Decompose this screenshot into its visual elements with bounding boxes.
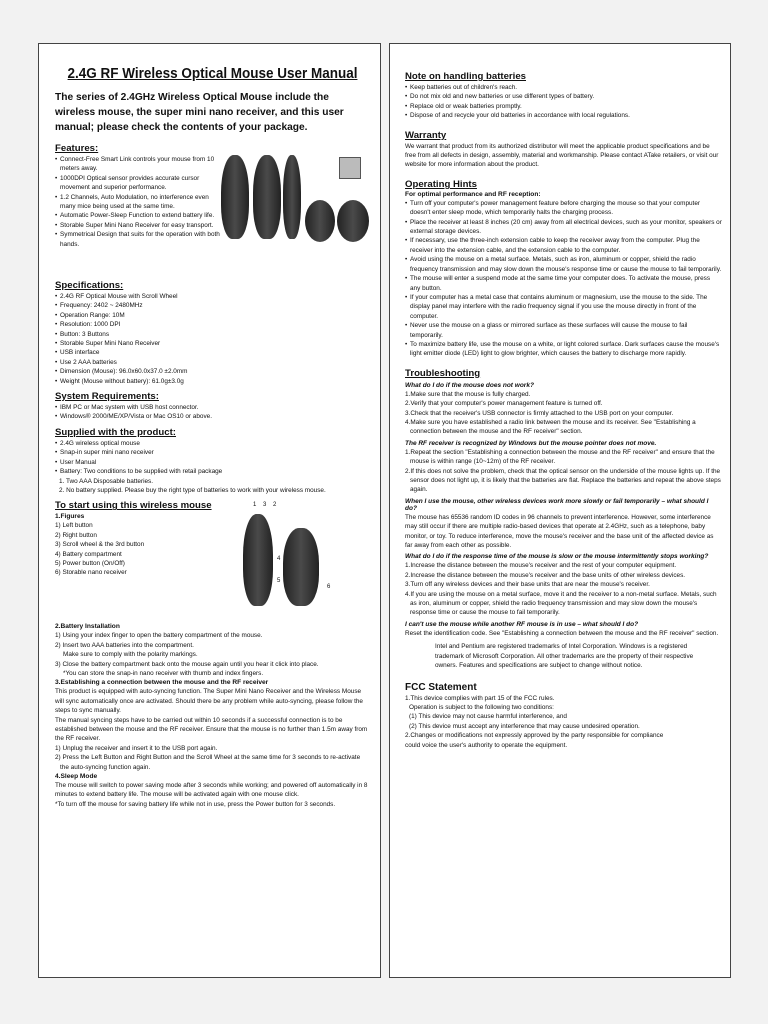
question: What do I do if the mouse does not work? bbox=[405, 381, 534, 389]
list-item: • If your computer has a metal case that contains aluminum or magnesium, use the mouse to the side. The display panel may interfere with the radio frequency signal if you use the mouse directly in front of the computer. bbox=[405, 293, 722, 321]
right-page bbox=[389, 43, 731, 978]
mouse-top-image bbox=[253, 155, 281, 239]
system-heading: System Requirements: bbox=[55, 391, 159, 403]
figure-label: 2 bbox=[273, 502, 277, 509]
hints-subheading: For optimal performance and RF reception: bbox=[405, 190, 541, 198]
mouse-bottom-view bbox=[283, 528, 319, 606]
list-item: • 1000DPI Optical sensor provides accurate cursor movement and superior performance. bbox=[55, 174, 221, 193]
list-item: • Weight (Mouse without battery): 61.0g±3.0g bbox=[55, 377, 370, 386]
left-page bbox=[38, 43, 381, 978]
answer-step: 2.Verify that your computer's power management feature is turned off. bbox=[405, 400, 603, 408]
list-item: • Button: 3 Buttons bbox=[55, 330, 370, 339]
answer-step: 3.Turn off any wireless devices and their base units that are near the mouse's receiver. bbox=[405, 581, 650, 589]
figure-label: 4 bbox=[277, 556, 281, 563]
connection-text: This product is equipped with auto-syncing function. The Super Mini Nano Receiver and the Wireless Mouse will sync automatically once are activated. Should there be any problem while auto-syncing, please follow the steps to sync manually. bbox=[55, 688, 363, 715]
list-item: • Never use the mouse on a glass or mirrored surface as these surfaces will cause the mouse to fail temporarily. bbox=[405, 321, 722, 340]
features-heading: Features: bbox=[55, 143, 99, 154]
fcc-line: Operation is subject to the following two conditions: bbox=[409, 703, 554, 711]
troubleshooting-heading: Troubleshooting bbox=[405, 367, 481, 379]
answer-step: 2.If this does not solve the problem, check that the optical sensor on the underside of the mouse lights up. If the sensor does not light up, it is likely that the batteries are flat. Replace the batteries and repeat the above steps again. bbox=[405, 467, 721, 494]
start-heading: To start using this wireless mouse bbox=[55, 500, 212, 512]
list-item: • Turn off your computer's power management feature before charging the mouse so that your computer doesn't enter sleep mode, which temporarily halts the charging process. bbox=[405, 199, 722, 218]
fcc-line: 2.Changes or modifications not expressly approved by the party responsible for compliance bbox=[405, 732, 664, 740]
battery-step: *You can store the snap-in nano receiver with thumb and index fingers. bbox=[63, 669, 264, 677]
figure-label: 5 bbox=[277, 578, 281, 585]
list-item: • Keep batteries out of children's reach. bbox=[405, 83, 722, 92]
fcc-heading: FCC Statement bbox=[405, 681, 477, 693]
list-item: • USB interface bbox=[55, 348, 370, 357]
answer-step: 4.Make sure you have established a radio link between the mouse and its receiver. See "Establishing a connection between the mouse and the RF receiver" section. bbox=[405, 418, 696, 436]
figure-item: 5) Power button (On/Off) bbox=[55, 559, 125, 567]
connection-text: The manual syncing steps have to be carried out within 10 seconds if a successful connection is to be established between the mouse and the RF receiver. Ensure that the mouse is no further than 1.5m away from the RF receiver. bbox=[55, 716, 368, 743]
list-item: • To maximize battery life, use the mouse on a white, or light colored surface. Dark surfaces cause the mouse's light emitter diode (LED) light to glow brighter, which causes the battery to discharge more rapidly. bbox=[405, 340, 722, 359]
list-item: • User Manual bbox=[55, 458, 370, 467]
figure-item: 2) Right button bbox=[55, 531, 97, 539]
intro-text: The series of 2.4GHz Wireless Optical Mouse include the wireless mouse, the super mini nano receiver, and this user manual; please check the contents of your package. bbox=[55, 92, 344, 133]
mouse-top-view bbox=[243, 514, 273, 606]
warranty-text: We warrant that product from its authorized distributor will meet the applicable product specifications and be free from all defects in design, assembly, material and workmanship. Please contact ATake retailers, or visit our website for more information about the product. bbox=[405, 142, 719, 169]
mouse-diagram bbox=[235, 502, 355, 622]
supplied-list bbox=[55, 439, 370, 477]
sleep-heading: 4.Sleep Mode bbox=[55, 773, 98, 780]
list-item: • Battery: Two conditions to be supplied with retail package bbox=[55, 467, 370, 476]
connection-step: 2) Press the Left Button and Right Button and the Scroll Wheel at the same time for 3 seconds to re-activate the auto-syncing function again. bbox=[55, 754, 361, 771]
list-item: • Avoid using the mouse on a metal surface. Metals, such as iron, aluminum or copper, shield the radio frequency transmission and may slow down the mouse's response time or cause the mouse to fail temporarily. bbox=[405, 255, 722, 274]
list-item: • Dispose of and recycle your old batteries in accordance with local regulations. bbox=[405, 111, 722, 120]
question: I can't use the mouse while another RF mouse is in use – what should I do? bbox=[405, 620, 639, 628]
list-item: • Automatic Power-Sleep Function to extend battery life. bbox=[55, 211, 221, 220]
list-item: • Place the receiver at least 8 inches (20 cm) away from all electrical devices, such as your monitor, speakers or external storage devices. bbox=[405, 218, 722, 237]
mouse-side-image bbox=[221, 155, 249, 239]
connection-step: 1) Unplug the receiver and insert it to the USB port again. bbox=[55, 744, 218, 752]
figures-heading: 1.Figures bbox=[55, 513, 85, 521]
fcc-line: (1) This device may not cause harmful interference, and bbox=[409, 713, 567, 721]
supplied-sub: 2. No battery supplied. Please buy the right type of batteries to work with your wireless mouse. bbox=[59, 486, 326, 494]
specs-heading: Specifications: bbox=[55, 280, 124, 291]
list-item: • If necessary, use the three-inch extension cable to keep the receiver away from the computer. Plug the receiver into the extension cable, and the extension cable to the computer. bbox=[405, 236, 722, 255]
features-list bbox=[55, 155, 221, 275]
list-item: • Storable Super Mini Nano Receiver bbox=[55, 339, 370, 348]
battery-step: 2) Insert two AAA batteries into the compartment. bbox=[55, 641, 194, 649]
answer-step: 1.Repeat the section "Establishing a connection between the mouse and the RF receiver" and ensure that the mouse is within range (10~12m) of the RF receiver. bbox=[405, 448, 715, 466]
answer-step: 1.Make sure that the mouse is fully charged. bbox=[405, 390, 531, 398]
list-item: • 1.2 Channels, Auto Modulation, no interference even many mice being used at the same time. bbox=[55, 193, 221, 212]
question: What do I do if the response time of the mouse is slow or the mouse intermittently stops working? bbox=[405, 553, 709, 561]
list-item: • Frequency: 2402 ~ 2480MHz bbox=[55, 301, 370, 310]
battery-step: Make sure to comply with the polarity markings. bbox=[63, 651, 198, 659]
specs-list bbox=[55, 292, 370, 386]
fcc-line: could voice the user's authority to operate the equipment. bbox=[405, 741, 568, 749]
fcc-line: (2) This device must accept any interference that may cause undesired operation. bbox=[409, 722, 640, 730]
list-item: • Symmetrical Design that suits for the operation with both hands. bbox=[55, 230, 221, 249]
connection-heading: 3.Establishing a connection between the mouse and the RF receiver bbox=[55, 679, 269, 687]
sleep-text: The mouse will switch to power saving mode after 3 seconds while working; and powered off automatically in 8 minutes to extend battery life. The mouse will be activated again with one mouse click. bbox=[55, 782, 368, 799]
supplied-sub: 1. Two AAA Disposable batteries. bbox=[59, 477, 154, 485]
list-item: • Connect-Free Smart Link controls your mouse from 10 meters away. bbox=[55, 155, 221, 174]
hints-heading: Operating Hints bbox=[405, 178, 477, 190]
list-item: • Replace old or weak batteries promptly. bbox=[405, 102, 722, 111]
fcc-line: 1.This device complies with part 15 of the FCC rules. bbox=[405, 694, 555, 702]
mouse-back-image bbox=[337, 200, 369, 242]
question: When I use the mouse, other wireless devices work more slowly or fail temporarily – what should I do? bbox=[405, 497, 709, 512]
battery-heading: 2.Battery Installation bbox=[55, 623, 120, 631]
figure-item: 4) Battery compartment bbox=[55, 550, 122, 558]
system-list bbox=[55, 403, 370, 422]
list-item: • Operation Range: 10M bbox=[55, 311, 370, 320]
product-photos bbox=[221, 155, 370, 275]
answer-text: The mouse has 65536 random ID codes in 96 channels to prevent interference. However, some interference may still occur if there are multiple radio-based devices that operate at 2.4GHz, such as a telephone, baby monitor, or toy. To reduce interference, move the mouse's receiver and the base unit of the affected device as far away from each other as possible. bbox=[405, 513, 714, 550]
batteries-list bbox=[405, 83, 722, 121]
list-item: • 2.4G wireless optical mouse bbox=[55, 439, 370, 448]
mouse-bottom-image bbox=[305, 200, 335, 242]
figure-label: 6 bbox=[327, 584, 331, 591]
figure-item: 1) Left button bbox=[55, 522, 93, 530]
figure-item: 6) Storable nano receiver bbox=[55, 569, 127, 577]
supplied-heading: Supplied with the product: bbox=[55, 426, 176, 438]
battery-step: 3) Close the battery compartment back onto the mouse again until you hear it click into place. bbox=[55, 660, 319, 668]
nano-receiver-image bbox=[339, 157, 361, 179]
manual-title: 2.4G RF Wireless Optical Mouse User Manual bbox=[67, 66, 358, 82]
list-item: • 2.4G RF Optical Mouse with Scroll Wheel bbox=[55, 292, 370, 301]
figure-label: 1 bbox=[253, 502, 257, 509]
list-item: • Do not mix old and new batteries or use different types of battery. bbox=[405, 92, 722, 101]
list-item: • Windows® 2000/ME/XP/Vista or Mac OS10 or above. bbox=[55, 412, 370, 421]
answer-step: 4.If you are using the mouse on a metal surface, move it and the receiver to a non-metal surface. Metals, such as iron, aluminum or copper, shield the radio frequency transmission and may slow down the mouse's response time or cause the mouse to fail temporarily. bbox=[405, 590, 717, 617]
answer-text: Reset the identification code. See "Establishing a connection between the mouse and the RF receiver" section. bbox=[405, 629, 719, 637]
batteries-heading: Note on handling batteries bbox=[405, 71, 526, 82]
answer-step: 1.Increase the distance between the mouse's receiver and the rest of your computer equipment. bbox=[405, 562, 677, 570]
list-item: • Storable Super Mini Nano Receiver for easy transport. bbox=[55, 221, 221, 230]
sleep-text: *To turn off the mouse for saving battery life while not in use, press the Power button for 3 seconds. bbox=[55, 800, 336, 808]
list-item: • Snap-in super mini nano receiver bbox=[55, 448, 370, 457]
list-item: • Resolution: 1000 DPI bbox=[55, 320, 370, 329]
question: The RF receiver is recognized by Windows but the mouse pointer does not move. bbox=[405, 439, 657, 447]
list-item: • Dimension (Mouse): 96.0x60.0x37.0 ±2.0mm bbox=[55, 367, 370, 376]
list-item: • The mouse will enter a suspend mode at the same time your computer does. To activate the mouse, press any button. bbox=[405, 274, 722, 293]
list-item: • IBM PC or Mac system with USB host connector. bbox=[55, 403, 370, 412]
figure-label: 3 bbox=[263, 502, 267, 509]
warranty-heading: Warranty bbox=[405, 129, 447, 141]
mouse-front-image bbox=[283, 155, 301, 239]
figure-item: 3) Scroll wheel & the 3rd button bbox=[55, 541, 145, 549]
battery-step: 1) Using your index finger to open the battery compartment of the mouse. bbox=[55, 632, 263, 640]
answer-step: 2.Increase the distance between the mouse's receiver and the base units of other wireless devices. bbox=[405, 571, 686, 579]
answer-step: 3.Check that the receiver's USB connector is firmly attached to the USB port on your computer. bbox=[405, 409, 674, 417]
trademark-notice: Intel and Pentium are registered trademarks of Intel Corporation. Windows is a registered trademark of Microsoft Corporation. All other trademarks are the property of their respective owners. Features and specifications are subject to change without notice. bbox=[435, 643, 694, 670]
list-item: • Use 2 AAA batteries bbox=[55, 358, 370, 367]
hints-list bbox=[405, 199, 722, 359]
